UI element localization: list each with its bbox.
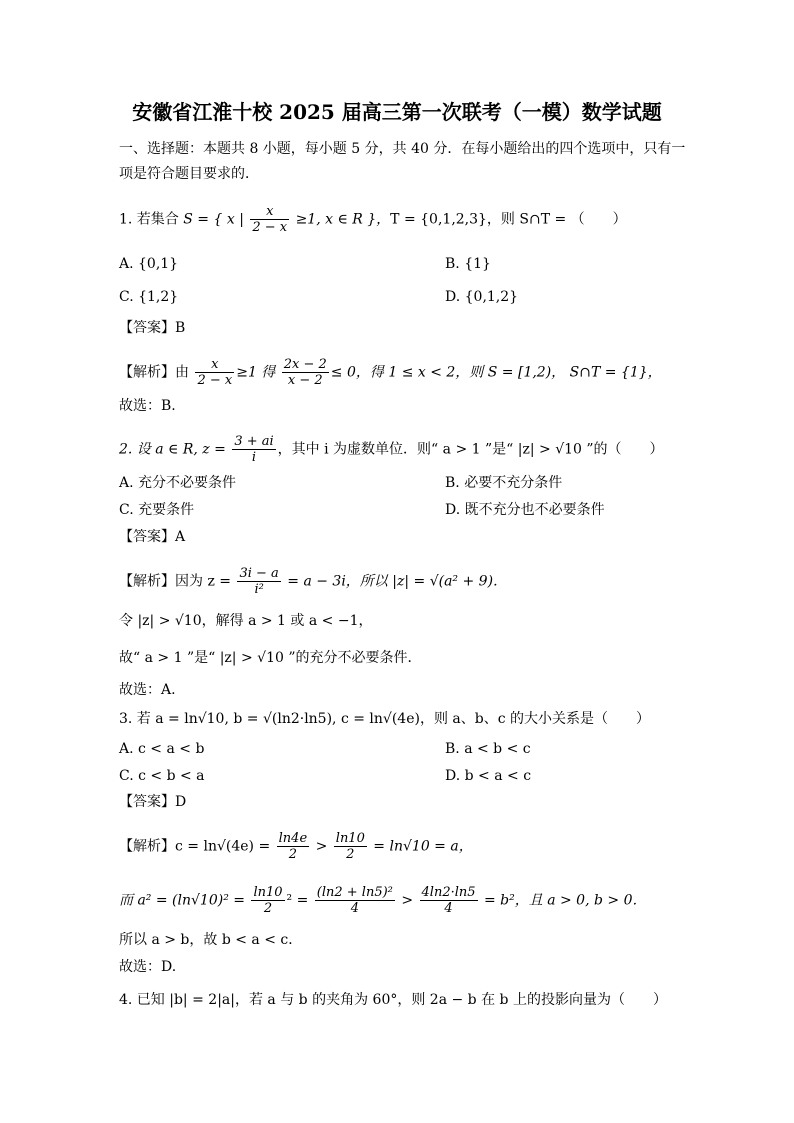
q1-analysis-frac2 (282, 357, 329, 388)
q3-option-d: D. b < a < c (445, 768, 532, 784)
q4-stem: 4. 已知 |b| = 2|a|，若 a 与 b 的夹角为 60°，则 2a − b 在 b 上的投影向量为（ ） (119, 992, 667, 1008)
q1-option-d: D. {0,1,2} (445, 289, 519, 305)
q1-analysis-mid: ≥1 得 (236, 364, 280, 381)
q2-analysis-end: = a − 3i，所以 |z| = √(a² + 9)． (282, 573, 508, 590)
q1-set-s-end: ≥1, x ∈ R }， (291, 211, 391, 228)
q3-l2f2-num: (ln2 + ln5)² (316, 885, 393, 900)
q2-option-c: C. 充要条件 (119, 502, 195, 518)
q3-analysis-frac1 (277, 831, 310, 862)
q1-f1-num: x (195, 357, 234, 373)
q3-option-b: B. a < b < c (445, 741, 531, 757)
q1-set-s: S = { x | (183, 211, 249, 228)
q3-analysis-frac2 (334, 831, 367, 862)
q3-analysis (119, 831, 473, 862)
q1-set-t: T = {0,1,2,3}，则 S∩T = （ ） (390, 211, 627, 228)
q1-conclusion: 故选：B. (119, 398, 176, 414)
q1-stem (119, 204, 627, 235)
q1-f1-den: 2 − x (197, 373, 233, 388)
q2-stem-end: ，其中 i 为虚数单位．则“ a > 1 ”是“ |z| > √10 ”的（ ） (277, 441, 664, 458)
q2-conclusion: 故选：A. (119, 682, 176, 698)
q2-stem-fraction (232, 434, 275, 465)
q2-f-num: 3i − a (239, 566, 279, 581)
q1-f2-num: 2x − 2 (283, 357, 327, 372)
section-heading-line1: 一、选择题：本题共 8 小题，每小题 5 分，共 40 分．在每小题给出的四个选项中，只有一 (119, 141, 686, 157)
q1-frac-den: 2 − x (252, 220, 288, 235)
q3-f1-num: ln4e (278, 831, 308, 846)
q1-analysis (119, 357, 662, 388)
q3-l2f1-num: ln10 (253, 885, 283, 900)
q2-frac-den: i (251, 450, 257, 465)
q3-analysis-line3: 所以 a > b，故 b < a < c． (119, 932, 303, 948)
q1-analysis-frac1 (195, 357, 234, 388)
q2-stem-prefix: 2. 设 a ∈ R, z = (119, 441, 231, 458)
q3-option-c: C. c < b < a (119, 768, 205, 784)
q1-answer: 【答案】B (119, 320, 186, 336)
q3-f2-num: ln10 (335, 831, 365, 846)
q2-frac-num: 3 + ai (234, 434, 274, 449)
q2-analysis-line3: 故“ a > 1 ”是“ |z| > √10 ”的充分不必要条件． (119, 650, 422, 666)
q3-f1-den: 2 (288, 847, 298, 862)
q1-option-a: A. {0,1} (119, 256, 179, 272)
q1-option-c: C. {1,2} (119, 289, 179, 305)
q2-option-b: B. 必要不充分条件 (445, 475, 563, 491)
q3-line2-frac3 (420, 885, 478, 916)
q1-frac-num: x (250, 204, 289, 220)
q1-analysis-end: ≤ 0，得 1 ≤ x < 2，则 S = [1,2)， S∩T = {1}， (330, 364, 662, 381)
section-heading-line2: 项是符合题目要求的． (119, 166, 259, 182)
q3-line2-mid2: > (396, 892, 418, 909)
q2-option-a: A. 充分不必要条件 (119, 475, 237, 491)
q3-stem: 3. 若 a = ln√10, b = √(ln2·ln5), c = ln√(4e)，则 a、b、c 的大小关系是（ ） (119, 711, 651, 727)
q1-analysis-prefix: 【解析】由 (119, 364, 194, 381)
q3-conclusion: 故选：D. (119, 959, 177, 975)
q1-option-b: B. {1} (445, 256, 491, 272)
q2-stem (119, 434, 664, 465)
q3-line2-end: = b²，且 a > 0, b > 0． (479, 892, 647, 909)
q1-f2-den: x − 2 (287, 373, 323, 388)
q3-l2f1-den: 2 (263, 901, 273, 916)
q3-answer: 【答案】D (119, 794, 187, 810)
q3-line2-frac1 (251, 885, 284, 916)
q3-line2-frac2 (315, 885, 395, 916)
q3-analysis-line2 (119, 885, 647, 916)
q3-analysis-end: = ln√10 = a， (368, 838, 473, 855)
q3-analysis-prefix: 【解析】c = ln√(4e) = (119, 838, 275, 855)
q2-analysis-prefix: 【解析】因为 z = (119, 573, 236, 590)
q2-analysis-line2: 令 |z| > √10，解得 a > 1 或 a < −1， (119, 613, 373, 629)
q2-option-d: D. 既不充分也不必要条件 (445, 502, 605, 518)
q3-option-a: A. c < a < b (119, 741, 205, 757)
page-title: 安徽省江淮十校 2025 届高三第一次联考（一模）数学试题 (132, 100, 662, 124)
q2-answer: 【答案】A (119, 529, 186, 545)
q1-stem-fraction (250, 204, 289, 235)
q2-analysis (119, 566, 507, 597)
q1-stem-prefix: 1. 若集合 (119, 211, 184, 228)
q3-analysis-mid: > (311, 838, 332, 855)
q3-l2f2-den: 4 (350, 901, 359, 916)
q3-l2f3-den: 4 (444, 901, 453, 916)
q3-f2-den: 2 (346, 847, 355, 862)
q2-f-den: i² (254, 582, 264, 597)
q3-line2-mid1: ² = (286, 892, 313, 909)
q3-line2-prefix: 而 a² = (ln√10)² = (119, 892, 250, 909)
q2-analysis-frac (237, 566, 280, 597)
q3-l2f3-num: 4ln2·ln5 (421, 885, 476, 900)
